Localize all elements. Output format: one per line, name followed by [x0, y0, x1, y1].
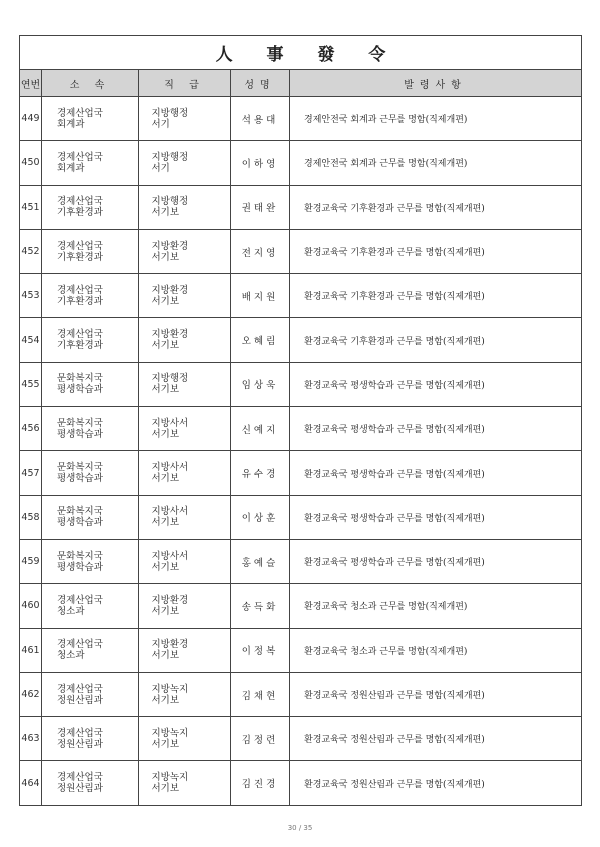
appointment-detail: 환경교육국 기후환경과 근무를 명함(직제개편): [290, 229, 582, 273]
department-cell: [42, 97, 139, 141]
rank-grade: 서기보: [151, 738, 180, 750]
row-number: 459: [20, 539, 42, 583]
table-row: [20, 761, 582, 805]
department-cell: [42, 407, 139, 451]
appointment-detail: 환경교육국 평생학습과 근무를 명함(직제개편): [290, 495, 582, 539]
department-cell: [42, 451, 139, 495]
rank-series: 지방환경: [151, 329, 189, 341]
appointment-detail: 환경교육국 평생학습과 근무를 명함(직제개편): [290, 451, 582, 495]
person-name: 송득화: [231, 584, 290, 628]
rank-cell: [139, 539, 231, 583]
rank-series: 지방사서: [151, 506, 189, 518]
department-bureau: 문화복지국: [57, 462, 103, 474]
appointment-detail: 환경교육국 청소과 근무를 명함(직제개편): [290, 628, 582, 672]
row-number: 463: [20, 717, 42, 761]
person-name: 오혜림: [231, 318, 290, 362]
header-number: 연번: [20, 70, 42, 97]
row-number: 464: [20, 761, 42, 805]
table-row: [20, 451, 582, 495]
department-bureau: 문화복지국: [57, 373, 103, 385]
person-name: 신예지: [231, 407, 290, 451]
table-row: [20, 318, 582, 362]
department-cell: [42, 141, 139, 185]
person-name: 권태완: [231, 185, 290, 229]
department-cell: [42, 362, 139, 406]
department-cell: [42, 274, 139, 318]
rank-grade: 서기: [151, 162, 170, 174]
department-bureau: 경제산업국: [57, 772, 103, 784]
department-bureau: 경제산업국: [57, 284, 103, 296]
rank-cell: [139, 717, 231, 761]
rank-series: 지방행정: [151, 196, 189, 208]
department-division: 평생학습과: [57, 561, 103, 573]
department-cell: [42, 628, 139, 672]
department-division: 기후환경과: [57, 340, 103, 352]
rank-cell: [139, 318, 231, 362]
row-number: 458: [20, 495, 42, 539]
table-row: [20, 672, 582, 716]
rank-grade: 서기보: [151, 251, 180, 263]
rank-grade: 서기보: [151, 473, 180, 485]
department-bureau: 문화복지국: [57, 417, 103, 429]
table-row: [20, 362, 582, 406]
rank-series: 지방행정: [151, 151, 189, 163]
table-row: [20, 229, 582, 273]
rank-cell: [139, 451, 231, 495]
personnel-table: [19, 35, 582, 806]
appointment-detail: 경제안전국 회계과 근무를 명함(직제개편): [290, 97, 582, 141]
row-number: 457: [20, 451, 42, 495]
department-bureau: 경제산업국: [57, 151, 103, 163]
rank-series: 지방환경: [151, 284, 189, 296]
table-row: [20, 495, 582, 539]
person-name: 이하영: [231, 141, 290, 185]
rank-cell: [139, 362, 231, 406]
row-number: 454: [20, 318, 42, 362]
rank-series: 지방사서: [151, 550, 189, 562]
rank-grade: 서기: [151, 118, 170, 130]
appointment-detail: 환경교육국 기후환경과 근무를 명함(직제개편): [290, 318, 582, 362]
rank-series: 지방녹지: [151, 772, 189, 784]
department-cell: [42, 539, 139, 583]
rank-cell: [139, 628, 231, 672]
rank-cell: [139, 495, 231, 539]
rank-grade: 서기보: [151, 561, 180, 573]
rank-cell: [139, 274, 231, 318]
department-division: 평생학습과: [57, 473, 103, 485]
table-row: [20, 717, 582, 761]
row-number: 449: [20, 97, 42, 141]
rank-series: 지방환경: [151, 594, 189, 606]
row-number: 452: [20, 229, 42, 273]
department-cell: [42, 761, 139, 805]
department-division: 회계과: [57, 162, 85, 174]
rank-series: 지방행정: [151, 373, 189, 385]
department-division: 정원산림과: [57, 694, 103, 706]
department-bureau: 문화복지국: [57, 550, 103, 562]
appointment-detail: 환경교육국 기후환경과 근무를 명함(직제개편): [290, 274, 582, 318]
department-division: 평생학습과: [57, 384, 103, 396]
rank-series: 지방행정: [151, 107, 189, 119]
person-name: 이정복: [231, 628, 290, 672]
appointment-detail: 환경교육국 정원산림과 근무를 명함(직제개편): [290, 717, 582, 761]
row-number: 462: [20, 672, 42, 716]
rank-cell: [139, 141, 231, 185]
appointment-detail: 경제안전국 회계과 근무를 명함(직제개편): [290, 141, 582, 185]
rank-grade: 서기보: [151, 517, 180, 529]
department-division: 평생학습과: [57, 428, 103, 440]
department-cell: [42, 229, 139, 273]
rank-cell: [139, 229, 231, 273]
department-cell: [42, 672, 139, 716]
department-division: 기후환경과: [57, 251, 103, 263]
appointment-detail: 환경교육국 평생학습과 근무를 명함(직제개편): [290, 362, 582, 406]
rank-series: 지방녹지: [151, 683, 189, 695]
rank-series: 지방사서: [151, 417, 189, 429]
rank-series: 지방환경: [151, 639, 189, 651]
department-division: 청소과: [57, 605, 85, 617]
person-name: 석용대: [231, 97, 290, 141]
person-name: 홍예슬: [231, 539, 290, 583]
person-name: 김진경: [231, 761, 290, 805]
appointment-detail: 환경교육국 평생학습과 근무를 명함(직제개편): [290, 539, 582, 583]
appointment-detail: 환경교육국 평생학습과 근무를 명함(직제개편): [290, 407, 582, 451]
department-cell: [42, 495, 139, 539]
personnel-order-sheet: [19, 35, 581, 806]
rank-grade: 서기보: [151, 340, 180, 352]
rank-grade: 서기보: [151, 783, 180, 795]
rank-cell: [139, 97, 231, 141]
department-cell: [42, 717, 139, 761]
rank-grade: 서기보: [151, 605, 180, 617]
header-name: 성명: [231, 70, 290, 97]
person-name: 전지영: [231, 229, 290, 273]
page-number: 30 / 35: [287, 824, 313, 832]
table-header: [20, 70, 582, 97]
department-bureau: 경제산업국: [57, 240, 103, 252]
department-bureau: 경제산업국: [57, 329, 103, 341]
rank-cell: [139, 584, 231, 628]
rank-cell: [139, 672, 231, 716]
rank-cell: [139, 407, 231, 451]
department-bureau: 경제산업국: [57, 727, 103, 739]
rank-grade: 서기보: [151, 650, 180, 662]
row-number: 451: [20, 185, 42, 229]
header-department: 소 속: [42, 70, 139, 97]
rank-grade: 서기보: [151, 428, 180, 440]
table-row: [20, 539, 582, 583]
department-bureau: 문화복지국: [57, 506, 103, 518]
table-row: [20, 628, 582, 672]
row-number: 453: [20, 274, 42, 318]
department-bureau: 경제산업국: [57, 683, 103, 695]
department-division: 기후환경과: [57, 295, 103, 307]
department-division: 회계과: [57, 118, 85, 130]
person-name: 유수경: [231, 451, 290, 495]
rank-series: 지방사서: [151, 462, 189, 474]
document-title: 人 事 發 令: [20, 36, 582, 70]
department-cell: [42, 584, 139, 628]
department-division: 청소과: [57, 650, 85, 662]
appointment-detail: 환경교육국 정원산림과 근무를 명함(직제개편): [290, 672, 582, 716]
table-row: [20, 407, 582, 451]
row-number: 460: [20, 584, 42, 628]
rank-cell: [139, 185, 231, 229]
row-number: 450: [20, 141, 42, 185]
rank-grade: 서기보: [151, 384, 180, 396]
department-bureau: 경제산업국: [57, 107, 103, 119]
person-name: 배지원: [231, 274, 290, 318]
person-name: 임상욱: [231, 362, 290, 406]
table-row: [20, 185, 582, 229]
person-name: 김정련: [231, 717, 290, 761]
rank-grade: 서기보: [151, 694, 180, 706]
department-bureau: 경제산업국: [57, 594, 103, 606]
department-bureau: 경제산업국: [57, 196, 103, 208]
appointment-detail: 환경교육국 정원산림과 근무를 명함(직제개편): [290, 761, 582, 805]
table-body: [20, 97, 582, 806]
department-cell: [42, 318, 139, 362]
person-name: 김채현: [231, 672, 290, 716]
table-row: [20, 141, 582, 185]
appointment-detail: 환경교육국 청소과 근무를 명함(직제개편): [290, 584, 582, 628]
rank-grade: 서기보: [151, 295, 180, 307]
rank-series: 지방녹지: [151, 727, 189, 739]
table-row: [20, 274, 582, 318]
department-division: 정원산림과: [57, 738, 103, 750]
department-cell: [42, 185, 139, 229]
rank-grade: 서기보: [151, 207, 180, 219]
row-number: 461: [20, 628, 42, 672]
rank-series: 지방환경: [151, 240, 189, 252]
appointment-detail: 환경교육국 기후환경과 근무를 명함(직제개편): [290, 185, 582, 229]
table-row: [20, 584, 582, 628]
row-number: 455: [20, 362, 42, 406]
department-division: 정원산림과: [57, 783, 103, 795]
department-division: 기후환경과: [57, 207, 103, 219]
header-appointment: 발령사항: [290, 70, 582, 97]
department-bureau: 경제산업국: [57, 639, 103, 651]
row-number: 456: [20, 407, 42, 451]
rank-cell: [139, 761, 231, 805]
header-rank: 직 급: [139, 70, 231, 97]
department-division: 평생학습과: [57, 517, 103, 529]
person-name: 이상훈: [231, 495, 290, 539]
table-row: [20, 97, 582, 141]
